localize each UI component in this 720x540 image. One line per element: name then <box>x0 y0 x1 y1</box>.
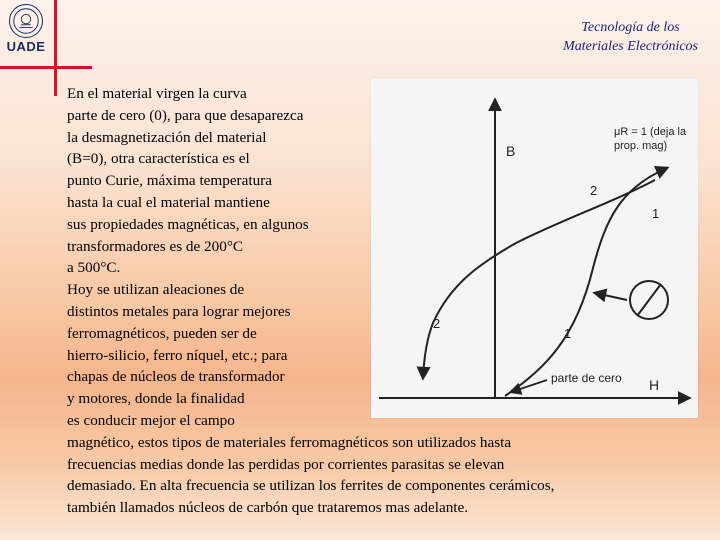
curve-label-1-upper: 1 <box>652 206 660 221</box>
text-line-15: y motores, donde la finalidad <box>67 390 245 408</box>
text-line-8: transformadores es de 200°C <box>67 237 244 255</box>
red-vertical-rule <box>54 0 57 96</box>
red-horizontal-rule <box>0 66 92 69</box>
text-line-16: es conducir mejor el campo <box>67 411 235 429</box>
text-line-13: hierro-silicio, ferro níquel, etc.; para <box>67 346 288 364</box>
text-line-1: En el material virgen la curva <box>67 85 247 102</box>
text-line-9: a 500°C. <box>67 259 121 277</box>
text-line-7: sus propiedades magnéticas, en algunos <box>67 215 309 233</box>
text-line-3: la desmagnetización del material <box>67 128 267 146</box>
curve-label-2-lower: 2 <box>433 316 441 331</box>
start-label: parte de cero <box>551 371 622 385</box>
curve-label-1-lower: 1 <box>564 326 572 341</box>
text-line-2: parte de cero (0), para que desaparezca <box>67 106 304 124</box>
body-text <box>67 83 687 519</box>
text-line-19: demasiado. En alta frecuencia se utilizan los ferrites de componentes cerámicos, <box>67 477 555 495</box>
text-line-18: frecuencias medias donde las perdidas por corrientes parasitas se elevan <box>67 455 505 473</box>
text-line-4: (B=0), otra característica es el <box>67 150 250 168</box>
uade-logo <box>6 4 46 54</box>
course-title-line-1: Tecnología de los <box>581 20 680 35</box>
text-line-17: magnético, estos tipos de materiales ferromagnéticos son utilizados hasta <box>67 433 512 451</box>
b-axis-label: B <box>506 143 516 159</box>
mu-annotation-line-1: μR = 1 (deja la <box>614 126 687 138</box>
text-line-12: ferromagnéticos, pueden ser de <box>67 324 257 342</box>
university-seal-icon <box>9 4 43 38</box>
text-line-20: también llamados núcleos de carbón que trataremos mas adelante. <box>67 499 469 517</box>
logo-text: UADE <box>6 39 46 54</box>
course-title <box>563 18 698 56</box>
course-title-line-2: Materiales Electrónicos <box>563 39 698 54</box>
text-line-5: punto Curie, máxima temperatura <box>67 172 272 190</box>
h-axis-label: H <box>649 377 660 393</box>
curve-label-2-upper: 2 <box>590 183 598 198</box>
text-line-6: hasta la cual el material mantiene <box>67 193 270 211</box>
text-line-11: distintos metales para lograr mejores <box>67 302 291 320</box>
text-line-14: chapas de núcleos de transformador <box>67 368 285 386</box>
mu-annotation-line-2: prop. mag) <box>614 140 668 152</box>
text-line-10: Hoy se utilizan aleaciones de <box>67 281 245 299</box>
